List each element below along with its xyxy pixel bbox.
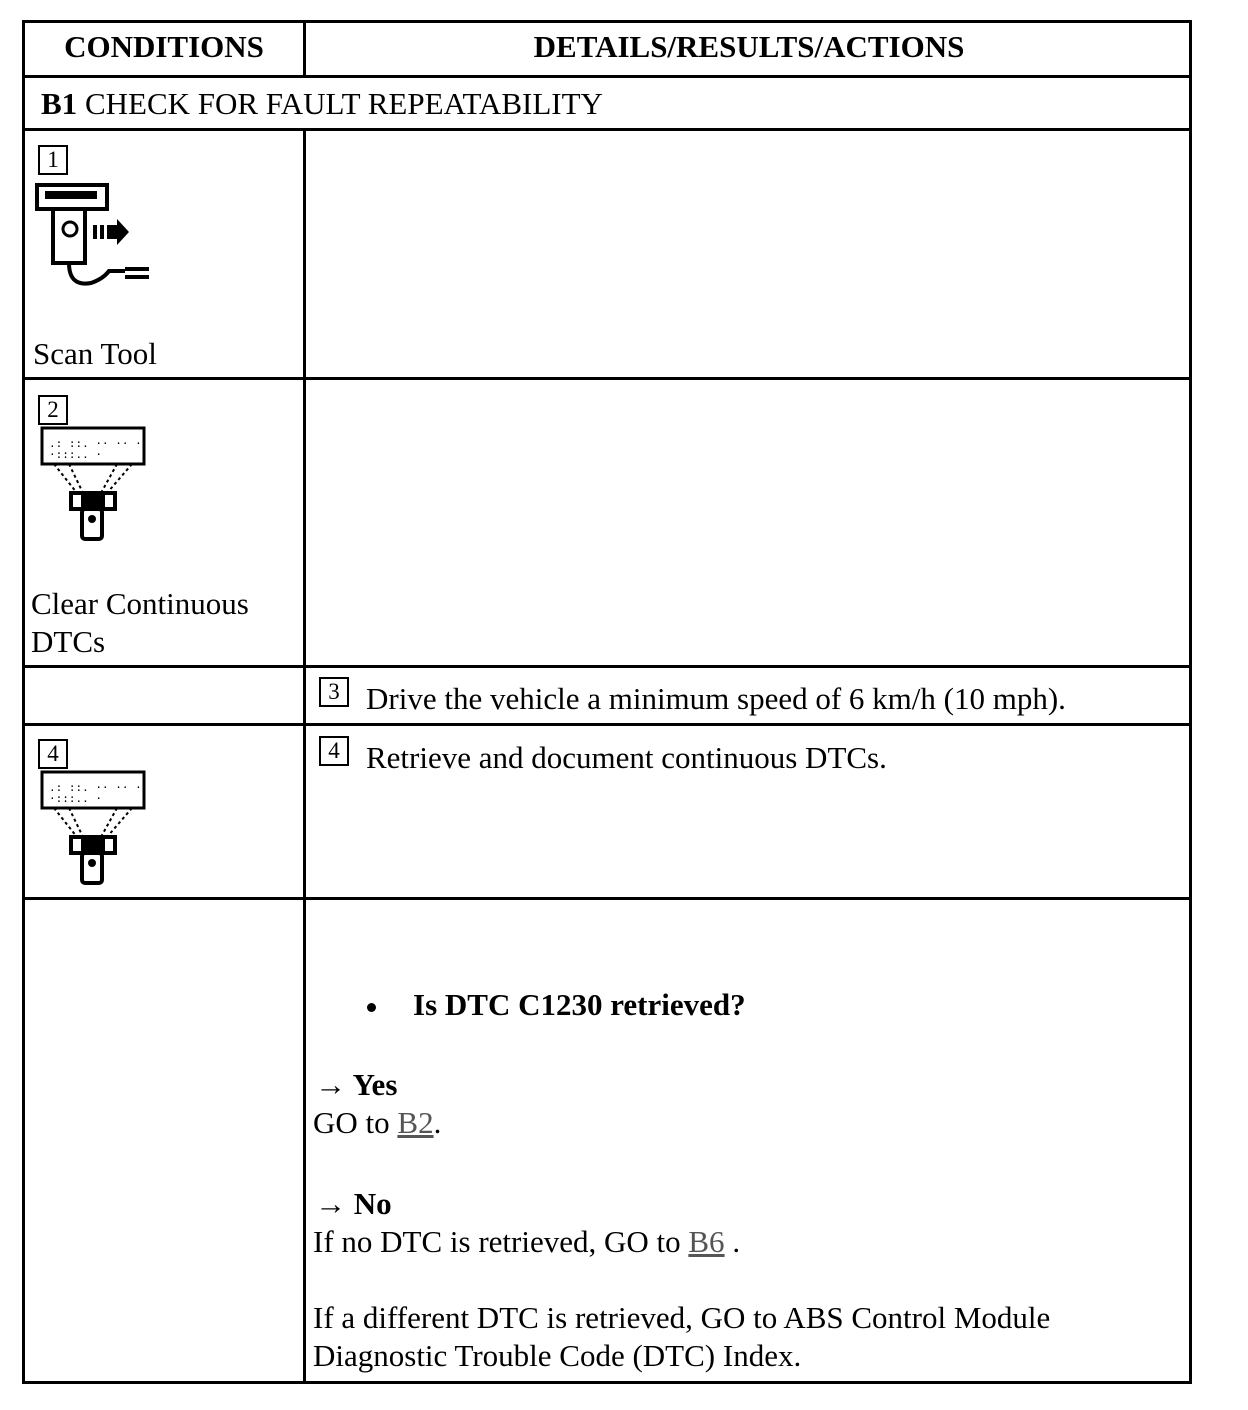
column-divider [303,128,306,1381]
section-title [41,85,603,123]
step-2-label-line2: DTCs [31,624,106,659]
diagnostic-table [22,20,1192,1384]
no-action-suffix: . [724,1224,741,1259]
no-heading [315,1185,392,1223]
row-divider [25,897,1189,900]
row-divider [25,377,1189,380]
svg-text:·:::.. ·: ·:::.. · [49,448,102,461]
arrow-right-icon: → [315,1067,346,1102]
no-label: No [353,1186,392,1221]
header-details: DETAILS/RESULTS/ACTIONS [533,29,965,64]
yes-heading [315,1066,397,1104]
yes-action-prefix: GO to [313,1105,398,1140]
question-text: Is DTC C1230 retrieved? [413,987,746,1022]
yes-action [313,1104,441,1142]
step-3-action: Drive the vehicle a minimum speed of 6 km/h (10 mph). [366,681,1066,716]
step-1-label: Scan Tool [33,336,157,371]
bullet-icon [367,1003,376,1012]
link-b6[interactable]: B6 [688,1224,725,1259]
no-action-line2: If a different DTC is retrieved, GO to ABS Control Module [313,1300,1051,1335]
step-4-number: 4 [38,739,68,769]
yes-label: Yes [352,1067,398,1102]
step-3-number: 3 [319,677,349,707]
clear-dtc-icon [39,425,149,545]
no-action-line3: Diagnostic Trouble Code (DTC) Index. [313,1338,802,1373]
step-4-action-number: 4 [319,736,349,766]
svg-text:·:::.. ·: ·:::.. · [49,792,102,805]
svg-text:.: ::. ·· ·· ·: .: ::. ·· ·· · [49,781,142,794]
step-2-number: 2 [38,395,68,425]
yes-action-suffix: . [433,1105,442,1140]
row-divider [25,128,1189,131]
no-action-line1 [313,1223,740,1261]
header-conditions: CONDITIONS [64,29,264,64]
section-title-text: CHECK FOR FAULT REPEATABILITY [84,86,603,121]
step-2-label-line1: Clear Continuous [31,586,249,621]
row-divider [25,75,1189,78]
section-code: B1 [41,86,78,121]
step-4-action: Retrieve and document continuous DTCs. [366,740,887,775]
no-action-prefix: If no DTC is retrieved, GO to [313,1224,689,1259]
row-divider [25,665,1189,668]
row-divider [25,723,1189,726]
arrow-right-icon: → [315,1186,346,1221]
svg-text:.: ::. ·· ·· ·: .: ::. ·· ·· · [49,437,142,450]
step-1-number: 1 [38,145,68,175]
link-b2[interactable]: B2 [397,1105,434,1140]
retrieve-dtc-icon [39,769,149,889]
scan-tool-icon [33,179,153,295]
